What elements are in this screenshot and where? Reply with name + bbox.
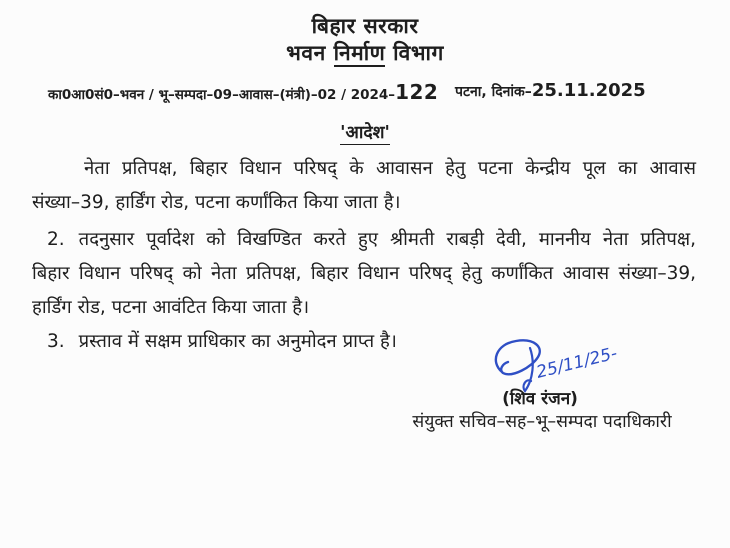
para3-line1-text: प्रस्ताव में सक्षम प्राधिकार का अनुमोदन प्राप्त है।: [78, 331, 397, 353]
signatory-name: (शिव रंजन): [502, 389, 578, 409]
memo-prefix: का0आ0सं0–भवन / भू–सम्पदा–09–आवास–(मंत्री)–02 / 2024–: [48, 87, 396, 103]
reference-row: [48, 74, 700, 102]
order-heading-text: 'आदेश': [340, 123, 390, 143]
para1-line2: संख्या–39, हार्डिंग रोड, पटना कर्णांकित किया जाता है।: [32, 192, 401, 214]
para2-line2: बिहार विधान परिषद् को नेता प्रतिपक्ष, बिहार विधान परिषद् हेतु कर्णांकित आवास संख्या–39,: [32, 262, 696, 284]
document-body: [32, 152, 696, 360]
place-date-label: पटना, दिनांक–: [455, 84, 532, 100]
department-title: [0, 40, 730, 67]
para2-line1: [32, 223, 696, 257]
date-value: 25.11.2025: [531, 80, 646, 101]
signature-date-scrawl: 25/11/25-: [534, 343, 620, 383]
department-title-pre: भवन: [286, 41, 334, 65]
para2-line1-text: तदनुसार पूर्वादेश को विखण्डित करते हुए श्रीमती राबड़ी देवी, माननीय नेता प्रतिपक्ष,: [78, 228, 696, 250]
letterhead: [0, 13, 730, 67]
department-title-underlined: निर्माण: [333, 41, 386, 65]
department-title-post: विभाग: [385, 41, 444, 65]
para2-line3: हार्डिंग रोड, पटना आवंटित किया जाता है।: [32, 297, 310, 319]
memo-number-line: [48, 80, 438, 104]
signatory-designation: संयुक्त सचिव–सह–भू–सम्पदा पदाधिकारी: [412, 412, 672, 432]
para3-number: 3.: [47, 331, 65, 353]
order-heading: [0, 120, 730, 144]
para1-line1: नेता प्रतिपक्ष, बिहार विधान परिषद् के आवासन हेतु पटना केन्द्रीय पूल का आवास: [84, 158, 696, 179]
government-title: बिहार सरकार: [311, 14, 419, 38]
memo-number: 122: [395, 80, 439, 104]
para2-number: 2.: [47, 228, 65, 250]
place-date-line: [455, 80, 646, 101]
